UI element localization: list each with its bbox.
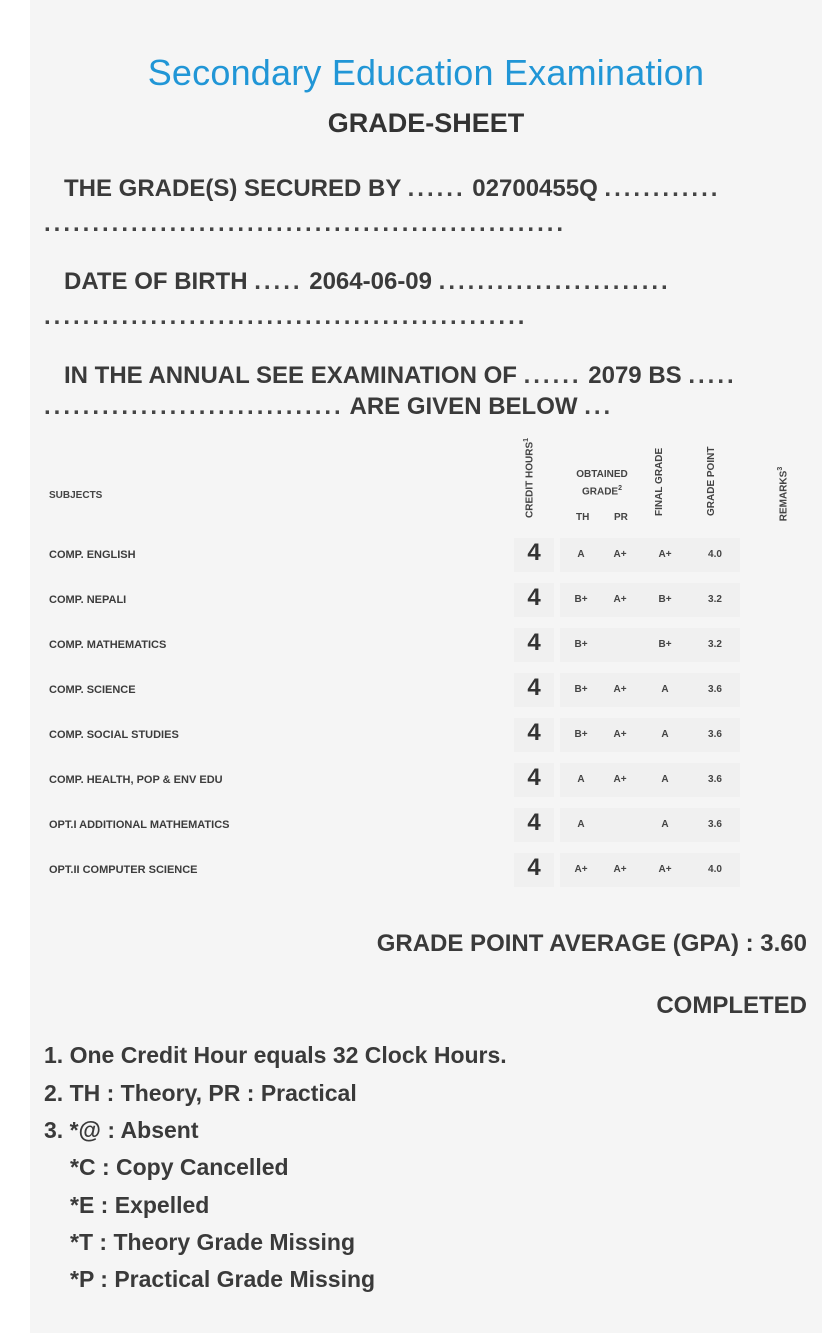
secured-by-label: THE GRADE(S) SECURED BY: [64, 175, 401, 202]
footnote-th-pr: 2. TH : Theory, PR : Practical: [44, 1080, 357, 1106]
table-row: [30, 763, 822, 797]
dotted-line: ..................................................: [44, 303, 528, 330]
credit-hours: 4: [527, 719, 541, 746]
footnote-absent: 3. *@ : Absent: [44, 1117, 199, 1143]
grade-point-header: GRADE POINT: [706, 446, 717, 516]
subject-name: COMP. HEALTH, POP & ENV EDU: [49, 774, 223, 786]
credit-hours: 4: [527, 809, 541, 836]
subjects-header: SUBJECTS: [49, 490, 103, 501]
credit-hours-header: CREDIT HOURS$^1$: [523, 437, 536, 518]
th-grade: A: [577, 549, 585, 560]
table-row: [30, 538, 822, 572]
grade-point: 4.0: [708, 864, 722, 875]
dob-value: 2064-06-09: [309, 268, 432, 295]
subject-name: COMP. SOCIAL STUDIES: [49, 729, 179, 741]
pr-grade: A+: [613, 684, 627, 695]
th-grade: B+: [574, 639, 588, 650]
table-row: [30, 673, 822, 707]
table-row: [30, 808, 822, 842]
grade-point: 3.2: [708, 639, 722, 650]
th-grade: B+: [574, 594, 588, 605]
remarks-header: REMARKS$^3$: [777, 466, 790, 522]
th-grade: B+: [574, 729, 588, 740]
final-grade: A: [661, 819, 669, 830]
grade-point: 3.6: [708, 684, 722, 695]
grade-sheet: [30, 0, 822, 1333]
exam-label: IN THE ANNUAL SEE EXAMINATION OF: [64, 362, 517, 389]
dotted-line: ......................................................: [44, 210, 567, 237]
credit-hours: 4: [527, 629, 541, 656]
subject-name: COMP. ENGLISH: [49, 549, 136, 561]
th-grade: A: [577, 774, 585, 785]
symbol-number: 02700455Q: [472, 175, 598, 202]
grade-point: 3.6: [708, 819, 722, 830]
credit-hours: 4: [527, 854, 541, 881]
table-row: [30, 718, 822, 752]
credit-hours: 4: [527, 674, 541, 701]
exam-year: 2079 BS: [588, 362, 682, 389]
pr-header: PR: [614, 512, 628, 523]
subject-name: COMP. NEPALI: [49, 594, 127, 606]
final-grade: B+: [658, 639, 672, 650]
final-grade: A: [661, 774, 669, 785]
pr-grade: A+: [613, 864, 627, 875]
pr-grade: A+: [613, 549, 627, 560]
grade-point: 3.6: [708, 774, 722, 785]
final-grade: A: [661, 684, 669, 695]
table-row: [30, 583, 822, 617]
footnote-expelled: *E : Expelled: [70, 1192, 210, 1218]
credit-hours: 4: [527, 539, 541, 566]
subject-name: COMP. SCIENCE: [49, 684, 136, 696]
th-grade: B+: [574, 684, 588, 695]
final-grade: A: [661, 729, 669, 740]
gpa-summary: GRADE POINT AVERAGE (GPA) : 3.60: [376, 930, 807, 957]
pr-grade: A+: [613, 729, 627, 740]
result-status: COMPLETED: [656, 992, 807, 1019]
table-row: [30, 628, 822, 662]
footnote-theory-missing: *T : Theory Grade Missing: [70, 1229, 355, 1255]
sheet-subtitle: GRADE-SHEET: [327, 108, 525, 138]
grade-point: 3.2: [708, 594, 722, 605]
secured-by-line: THE GRADE(S) SECURED BY ...... 02700455Q ............: [64, 175, 721, 202]
final-grade-header: FINAL GRADE: [654, 447, 665, 516]
subject-name: OPT.I ADDITIONAL MATHEMATICS: [49, 819, 230, 831]
credit-hours: 4: [527, 584, 541, 611]
final-grade: A+: [658, 864, 672, 875]
subject-name: OPT.II COMPUTER SCIENCE: [49, 864, 198, 876]
table-row: [30, 853, 822, 887]
pr-grade: A+: [613, 774, 627, 785]
final-grade: A+: [658, 549, 672, 560]
pr-grade: A+: [613, 594, 627, 605]
exam-line: IN THE ANNUAL SEE EXAMINATION OF ...... 2079 BS .....: [64, 362, 737, 389]
given-below-text: ARE GIVEN BELOW: [349, 393, 578, 420]
obtained-grade-header: OBTAINED GRADE$^2$: [576, 469, 628, 498]
footnote-copy-cancelled: *C : Copy Cancelled: [70, 1154, 289, 1180]
given-below-line: ............................... ARE GIVEN BELOW ...: [44, 393, 614, 420]
th-grade: A: [577, 819, 585, 830]
dob-line: DATE OF BIRTH ..... 2064-06-09 ........................: [64, 268, 671, 295]
grade-point: 3.6: [708, 729, 722, 740]
dob-label: DATE OF BIRTH: [64, 268, 248, 295]
grade-point: 4.0: [708, 549, 722, 560]
footnote-practical-missing: *P : Practical Grade Missing: [70, 1266, 376, 1292]
final-grade: B+: [658, 594, 672, 605]
credit-hours: 4: [527, 764, 541, 791]
th-header: TH: [576, 512, 590, 523]
exam-title: Secondary Education Examination: [147, 52, 705, 93]
subject-name: COMP. MATHEMATICS: [49, 639, 167, 651]
footnote-credit-hour: 1. One Credit Hour equals 32 Clock Hours.: [44, 1042, 507, 1068]
th-grade: A+: [574, 864, 588, 875]
